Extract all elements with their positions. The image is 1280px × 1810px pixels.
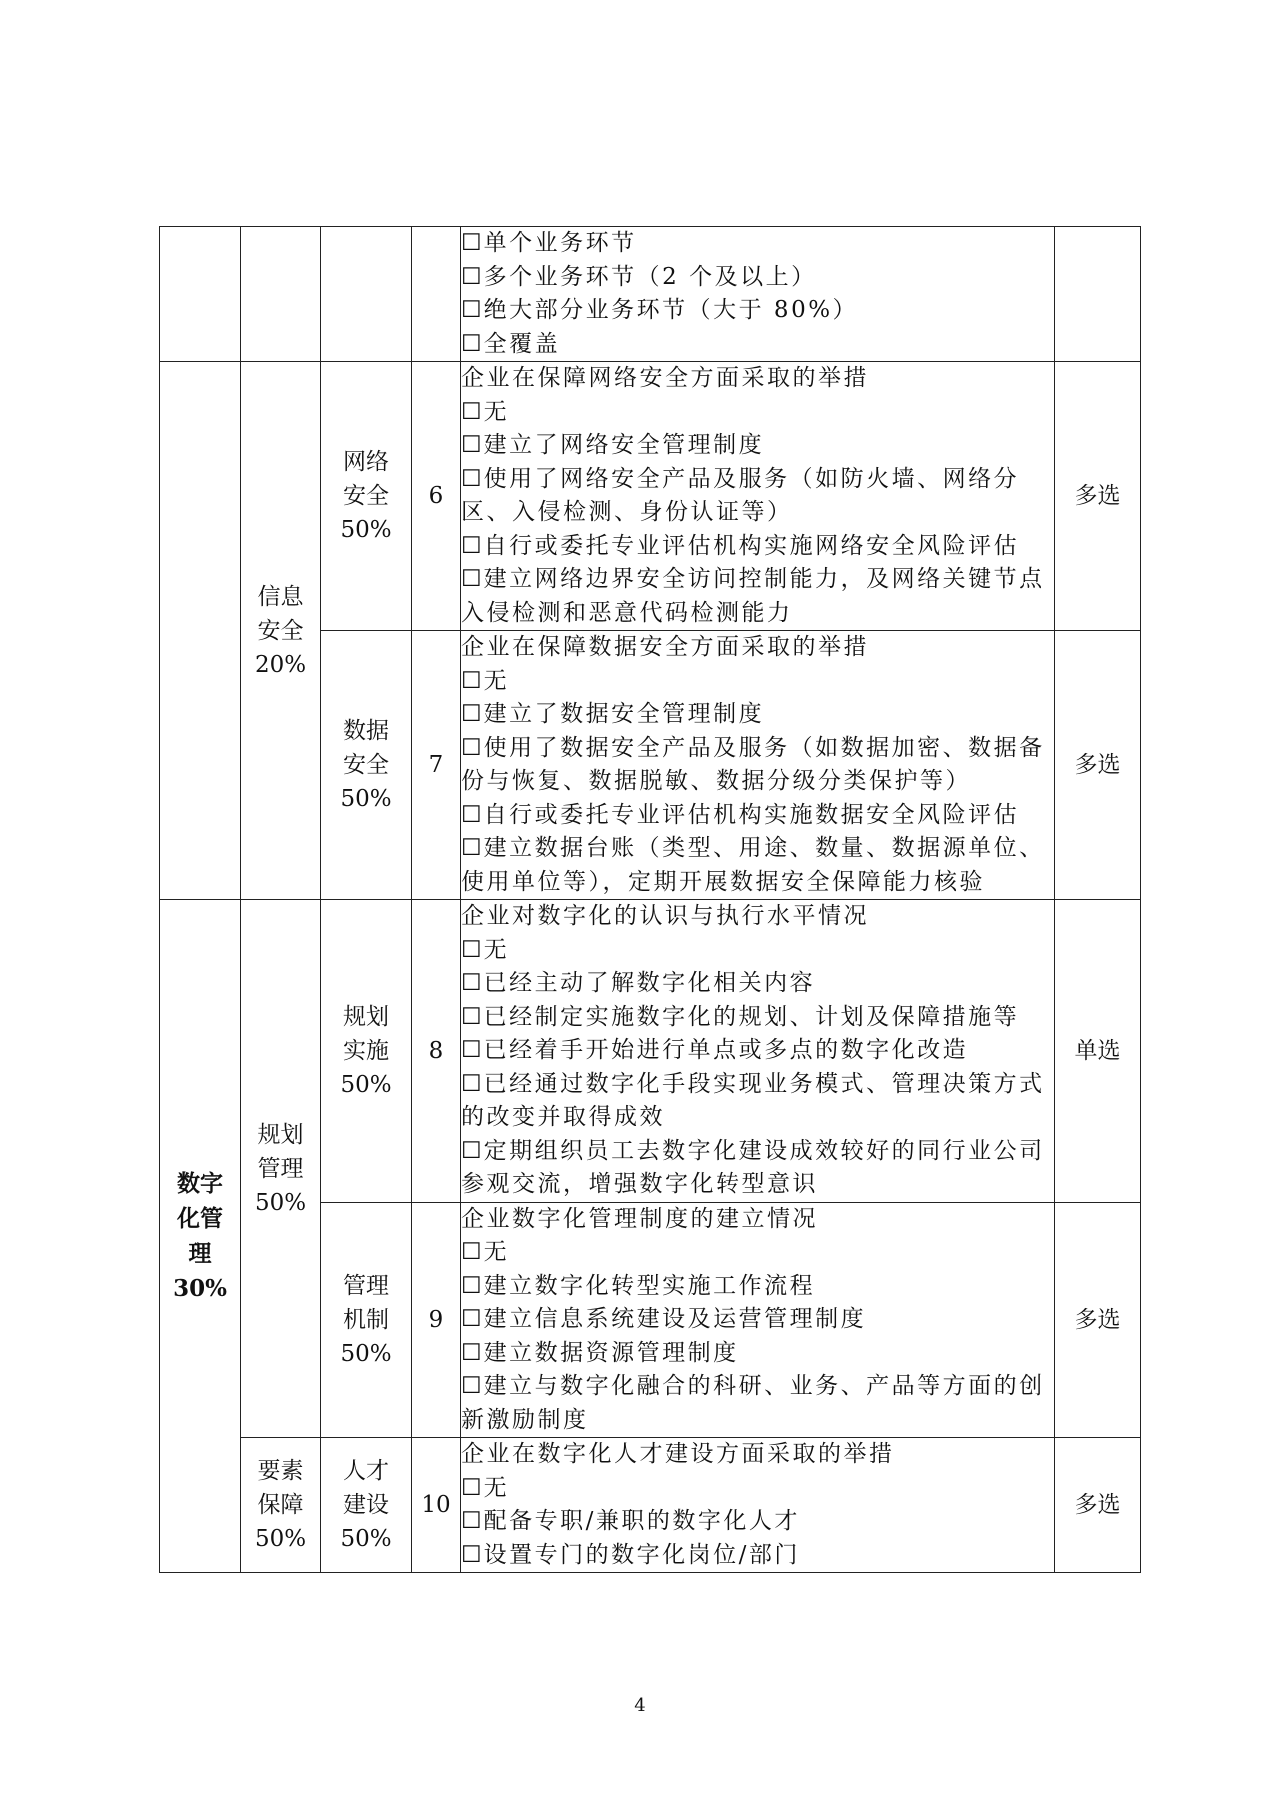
checkbox-icon[interactable]: ☐: [461, 936, 482, 963]
dim3-cell: [321, 900, 412, 1203]
checkbox-icon[interactable]: ☐: [461, 1339, 482, 1366]
option-label: 无: [483, 1239, 510, 1265]
option-label: 建立网络边界安全访问控制能力，及网络关键节点入侵检测和恶意代码检测能力: [461, 566, 1045, 626]
option-label: 自行或委托专业评估机构实施数据安全风险评估: [483, 801, 1020, 828]
content-cell: [461, 631, 1055, 900]
checkbox-icon[interactable]: ☐: [461, 734, 482, 761]
checkbox-icon[interactable]: ☐: [461, 1272, 482, 1299]
dim3-cell: [321, 1202, 412, 1438]
table-row: [160, 1438, 1141, 1573]
option-label: 无: [483, 1474, 510, 1501]
option-item: [461, 1135, 1054, 1202]
option-label: 使用了数据安全产品及服务（如数据加密、数据备份与恢复、数据脱敏、数据分级分类保护等）: [461, 734, 1045, 794]
checkbox-icon[interactable]: ☐: [461, 1239, 482, 1265]
question-text: 企业在保障网络安全方面采取的举措: [461, 365, 869, 391]
checkbox-icon[interactable]: ☐: [461, 297, 482, 323]
dim3-label: 网络 安全 50%: [340, 449, 392, 543]
dim2-cell: [241, 900, 321, 1438]
content-cell: [461, 1202, 1055, 1438]
item-number: 9: [412, 1202, 461, 1438]
option-item: [461, 799, 1054, 833]
content-cell: [461, 227, 1055, 362]
checkbox-icon[interactable]: ☐: [461, 532, 482, 559]
dim3-cell: [321, 227, 412, 362]
option-item: [461, 934, 1054, 968]
option-label: 建立信息系统建设及运营管理制度: [483, 1306, 867, 1332]
checkbox-icon[interactable]: ☐: [461, 566, 482, 592]
checkbox-icon[interactable]: ☐: [461, 1070, 482, 1097]
checkbox-icon[interactable]: ☐: [461, 667, 482, 694]
selection-type: 多选: [1055, 1438, 1141, 1573]
checkbox-icon[interactable]: ☐: [461, 1137, 482, 1164]
dim2-label: 信息 安全 20%: [254, 583, 307, 678]
checkbox-icon[interactable]: ☐: [461, 432, 482, 458]
checkbox-icon[interactable]: ☐: [461, 1373, 482, 1399]
option-item: [461, 967, 1054, 1001]
dim1-label: 数字 化管 理 30%: [173, 1170, 227, 1302]
option-label: 建立数据资源管理制度: [483, 1339, 739, 1366]
option-item: [461, 1505, 1054, 1539]
selection-type: [1055, 227, 1141, 362]
checkbox-icon[interactable]: ☐: [461, 1508, 482, 1534]
checkbox-icon[interactable]: ☐: [461, 1541, 482, 1568]
option-label: 建立数字化转型实施工作流程: [483, 1272, 816, 1299]
option-item: [461, 832, 1054, 899]
option-item: [461, 429, 1054, 463]
question-text: 企业在数字化人才建设方面采取的举措: [461, 1441, 895, 1467]
dim3-label: 数据 安全 50%: [340, 718, 392, 812]
option-label: 建立与数字化融合的科研、业务、产品等方面的创新激励制度: [461, 1373, 1045, 1433]
option-label: 设置专门的数字化岗位/部门: [483, 1541, 800, 1568]
table-row: [160, 900, 1141, 1203]
checkbox-icon[interactable]: ☐: [461, 835, 482, 861]
option-label: 已经着手开始进行单点或多点的数字化改造: [483, 1037, 969, 1063]
checkbox-icon[interactable]: ☐: [461, 330, 482, 357]
checkbox-icon[interactable]: ☐: [461, 465, 482, 492]
option-label: 建立了数据安全管理制度: [483, 701, 765, 727]
option-item: [461, 1370, 1054, 1437]
content-cell: [461, 1438, 1055, 1573]
question-text: 企业在保障数据安全方面采取的举措: [461, 634, 869, 660]
option-item: [461, 1034, 1054, 1068]
item-number: 7: [412, 631, 461, 900]
option-label: 无: [483, 936, 510, 963]
option-item: [461, 1001, 1054, 1035]
content-cell: [461, 900, 1055, 1203]
dim2-cell-empty: [241, 227, 321, 362]
table-row: [160, 227, 1141, 362]
option-label: 无: [483, 667, 510, 694]
option-item: [461, 530, 1054, 564]
checkbox-icon[interactable]: ☐: [461, 970, 482, 996]
dim1-cell: [160, 900, 241, 1573]
option-item: [461, 665, 1054, 699]
option-label: 已经制定实施数字化的规划、计划及保障措施等: [483, 1003, 1020, 1030]
checkbox-icon[interactable]: ☐: [461, 801, 482, 828]
dim2-label: 规划 管理 50%: [254, 1121, 307, 1216]
option-label: 多个业务环节（2 个及以上）: [483, 263, 817, 290]
option-item: [461, 261, 1054, 295]
checkbox-icon[interactable]: ☐: [461, 1003, 482, 1030]
dim3-label: 规划 实施 50%: [340, 1003, 392, 1098]
selection-type: 多选: [1055, 362, 1141, 631]
checkbox-icon[interactable]: ☐: [461, 701, 482, 727]
dim3-label: 人才 建设 50%: [340, 1458, 392, 1552]
option-item: [461, 1539, 1054, 1573]
item-number: 10: [412, 1438, 461, 1573]
item-number: 6: [412, 362, 461, 631]
option-item: [461, 1236, 1054, 1270]
dim3-cell: [321, 1438, 412, 1573]
option-label: 全覆盖: [483, 330, 561, 357]
option-item: [461, 328, 1054, 362]
option-label: 使用了网络安全产品及服务（如防火墙、网络分区、入侵检测、身份认证等）: [461, 465, 1020, 525]
option-item: [461, 294, 1054, 328]
checkbox-icon[interactable]: ☐: [461, 1474, 482, 1501]
checkbox-icon[interactable]: ☐: [461, 263, 482, 290]
question-text: 企业对数字化的认识与执行水平情况: [461, 903, 869, 929]
option-label: 已经主动了解数字化相关内容: [483, 970, 816, 996]
option-item: [461, 1270, 1054, 1304]
dim3-cell: [321, 362, 412, 631]
checkbox-icon[interactable]: ☐: [461, 1037, 482, 1063]
option-item: [461, 463, 1054, 530]
option-item: [461, 396, 1054, 430]
item-number: 8: [412, 900, 461, 1203]
evaluation-table: [159, 226, 1141, 1573]
option-label: 定期组织员工去数字化建设成效较好的同行业公司参观交流，增强数字化转型意识: [461, 1137, 1045, 1197]
question-text: 企业数字化管理制度的建立情况: [461, 1205, 818, 1232]
item-number: [412, 227, 461, 362]
option-label: 配备专职/兼职的数字化人才: [483, 1508, 800, 1534]
dim1-cell-empty: [160, 227, 241, 362]
table-row: [160, 362, 1141, 631]
option-label: 单个业务环节: [483, 230, 637, 256]
option-label: 建立数据台账（类型、用途、数量、数据源单位、使用单位等），定期开展数据安全保障能力核验: [461, 835, 1045, 895]
dim2-cell: [241, 1438, 321, 1573]
option-item: [461, 563, 1054, 630]
page-number: 4: [634, 1695, 646, 1716]
selection-type: 单选: [1055, 900, 1141, 1203]
dim2-label: 要素 保障 50%: [254, 1458, 307, 1552]
selection-type: 多选: [1055, 631, 1141, 900]
option-label: 建立了网络安全管理制度: [483, 432, 765, 458]
selection-type: 多选: [1055, 1202, 1141, 1438]
checkbox-icon[interactable]: ☐: [461, 398, 482, 425]
option-item: [461, 1337, 1054, 1371]
dim1-cell-empty: [160, 362, 241, 900]
option-item: [461, 227, 1054, 261]
dim3-cell: [321, 631, 412, 900]
dim2-cell: [241, 362, 321, 900]
content-cell: [461, 362, 1055, 631]
option-item: [461, 698, 1054, 732]
option-label: 已经通过数字化手段实现业务模式、管理决策方式的改变并取得成效: [461, 1070, 1045, 1130]
option-label: 无: [483, 398, 510, 425]
option-item: [461, 1303, 1054, 1337]
option-label: 绝大部分业务环节（大于 80%）: [483, 297, 859, 323]
checkbox-icon[interactable]: ☐: [461, 1306, 482, 1332]
checkbox-icon[interactable]: ☐: [461, 230, 482, 256]
option-item: [461, 1068, 1054, 1135]
option-item: [461, 732, 1054, 799]
option-label: 自行或委托专业评估机构实施网络安全风险评估: [483, 532, 1020, 559]
option-item: [461, 1472, 1054, 1506]
dim3-label: 管理 机制 50%: [340, 1272, 392, 1367]
